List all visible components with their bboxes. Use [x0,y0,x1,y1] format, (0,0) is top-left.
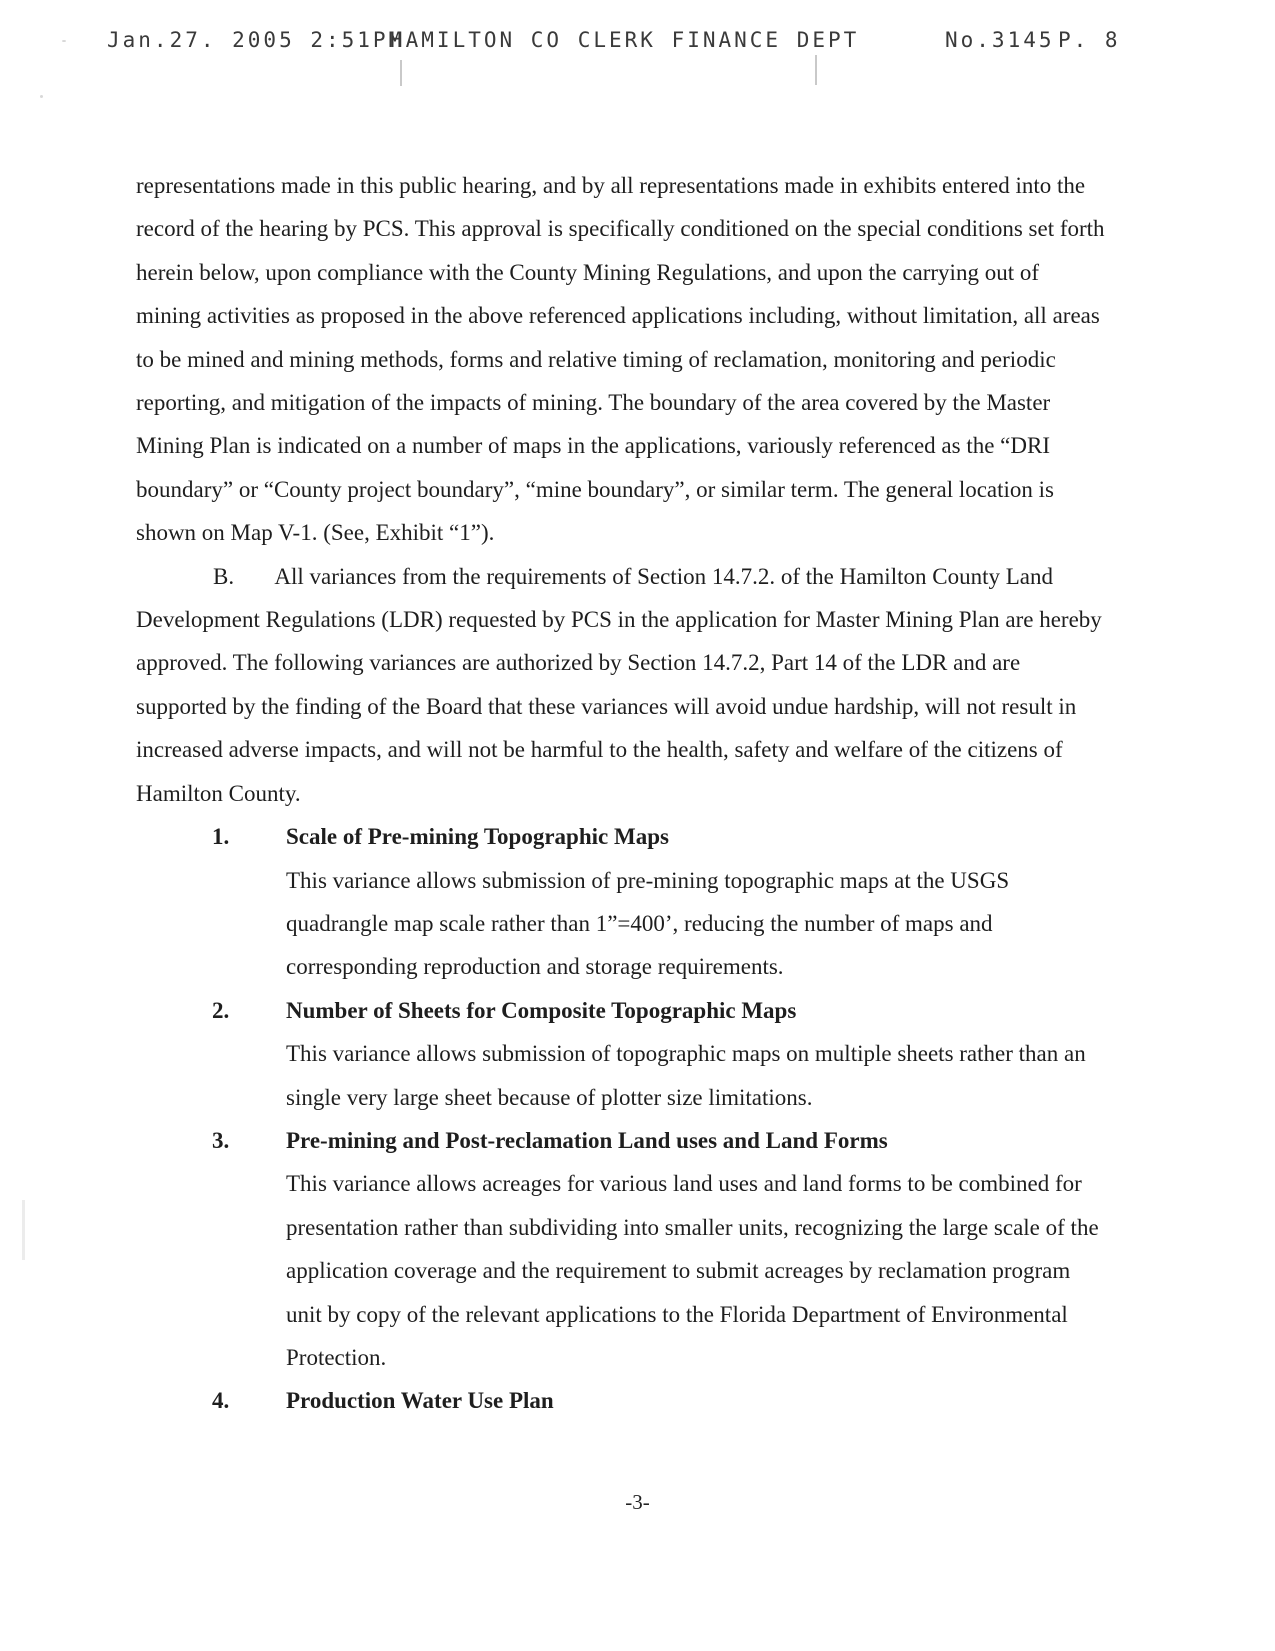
section-b-paragraph [136,555,1106,815]
variance-item [136,989,1106,1119]
variance-title: Pre-mining and Post-reclamation Land uses and Land Forms [286,1127,888,1153]
variance-title: Scale of Pre-mining Topographic Maps [286,824,669,850]
document-body [136,164,1106,1423]
variance-number: 4. [212,1388,230,1414]
page-number: -3- [625,1490,650,1514]
variance-text: This variance allows submission of topographic maps on multiple sheets rather than an single very large sheet because of plotter size limitations. [286,1041,1086,1110]
variance-item [136,1379,1106,1422]
variance-title: Number of Sheets for Composite Topographic Maps [286,997,797,1023]
section-b-text: All variances from the requirements of Section 14.7.2. of the Hamilton County Land Development Regulations (LDR) requested by PCS in the application for Master Mining Plan are hereby approved. The following variances are authorized by Section 14.7.2, Part 14 of the LDR and are supported by the finding of the Board that these variances will avoid undue hardship, will not result in increased adverse impacts, and will not be harmful to the health, safety and welfare of the citizens of Hamilton County. [136,563,1102,806]
variance-text: This variance allows submission of pre-mining topographic maps at the USGS quadrangle map scale rather than 1”=400’, reducing the number of maps and corresponding reproduction and storage requirements. [286,867,1010,980]
continuation-paragraph: representations made in this public hearing, and by all representations made in exhibits entered into the record of the hearing by PCS. This approval is specifically conditioned on the special conditions set forth herein below, upon compliance with the County Mining Regulations, and upon the carrying out of mining activities as proposed in the above referenced applications including, without limitation, all areas to be mined and mining methods, forms and relative timing of reclamation, monitoring and periodic reporting, and mitigation of the impacts of mining. The boundary of the area covered by the Master Mining Plan is indicated on a number of maps in the applications, variously referenced as the “DRI boundary” or “County project boundary”, “mine boundary”, or similar term. The general location is shown on Map V-1. (See, Exhibit “1”). [136,173,1105,546]
fax-page: P. 8 [1058,28,1121,52]
variance-number: 2. [212,997,230,1023]
fax-sender: HAMILTON CO CLERK FINANCE DEPT [390,28,860,52]
variance-title: Production Water Use Plan [286,1388,554,1414]
variance-text: This variance allows acreages for various land uses and land forms to be combined for presentation rather than subdividing into smaller units, recognizing the large scale of the application coverage and the requirement to submit acreages by reclamation program unit by copy of the relevant applications to the Florida Department of Environmental Protection. [286,1171,1099,1370]
fax-datetime: Jan.27. 2005 2:51PM [107,28,405,52]
variance-item [136,1119,1106,1379]
fax-header [0,28,1275,58]
section-b-label: B. [213,563,235,589]
variance-number: 3. [212,1127,230,1153]
fax-number: No.3145 [945,28,1055,52]
variance-item [136,815,1106,989]
variance-number: 1. [212,824,230,850]
